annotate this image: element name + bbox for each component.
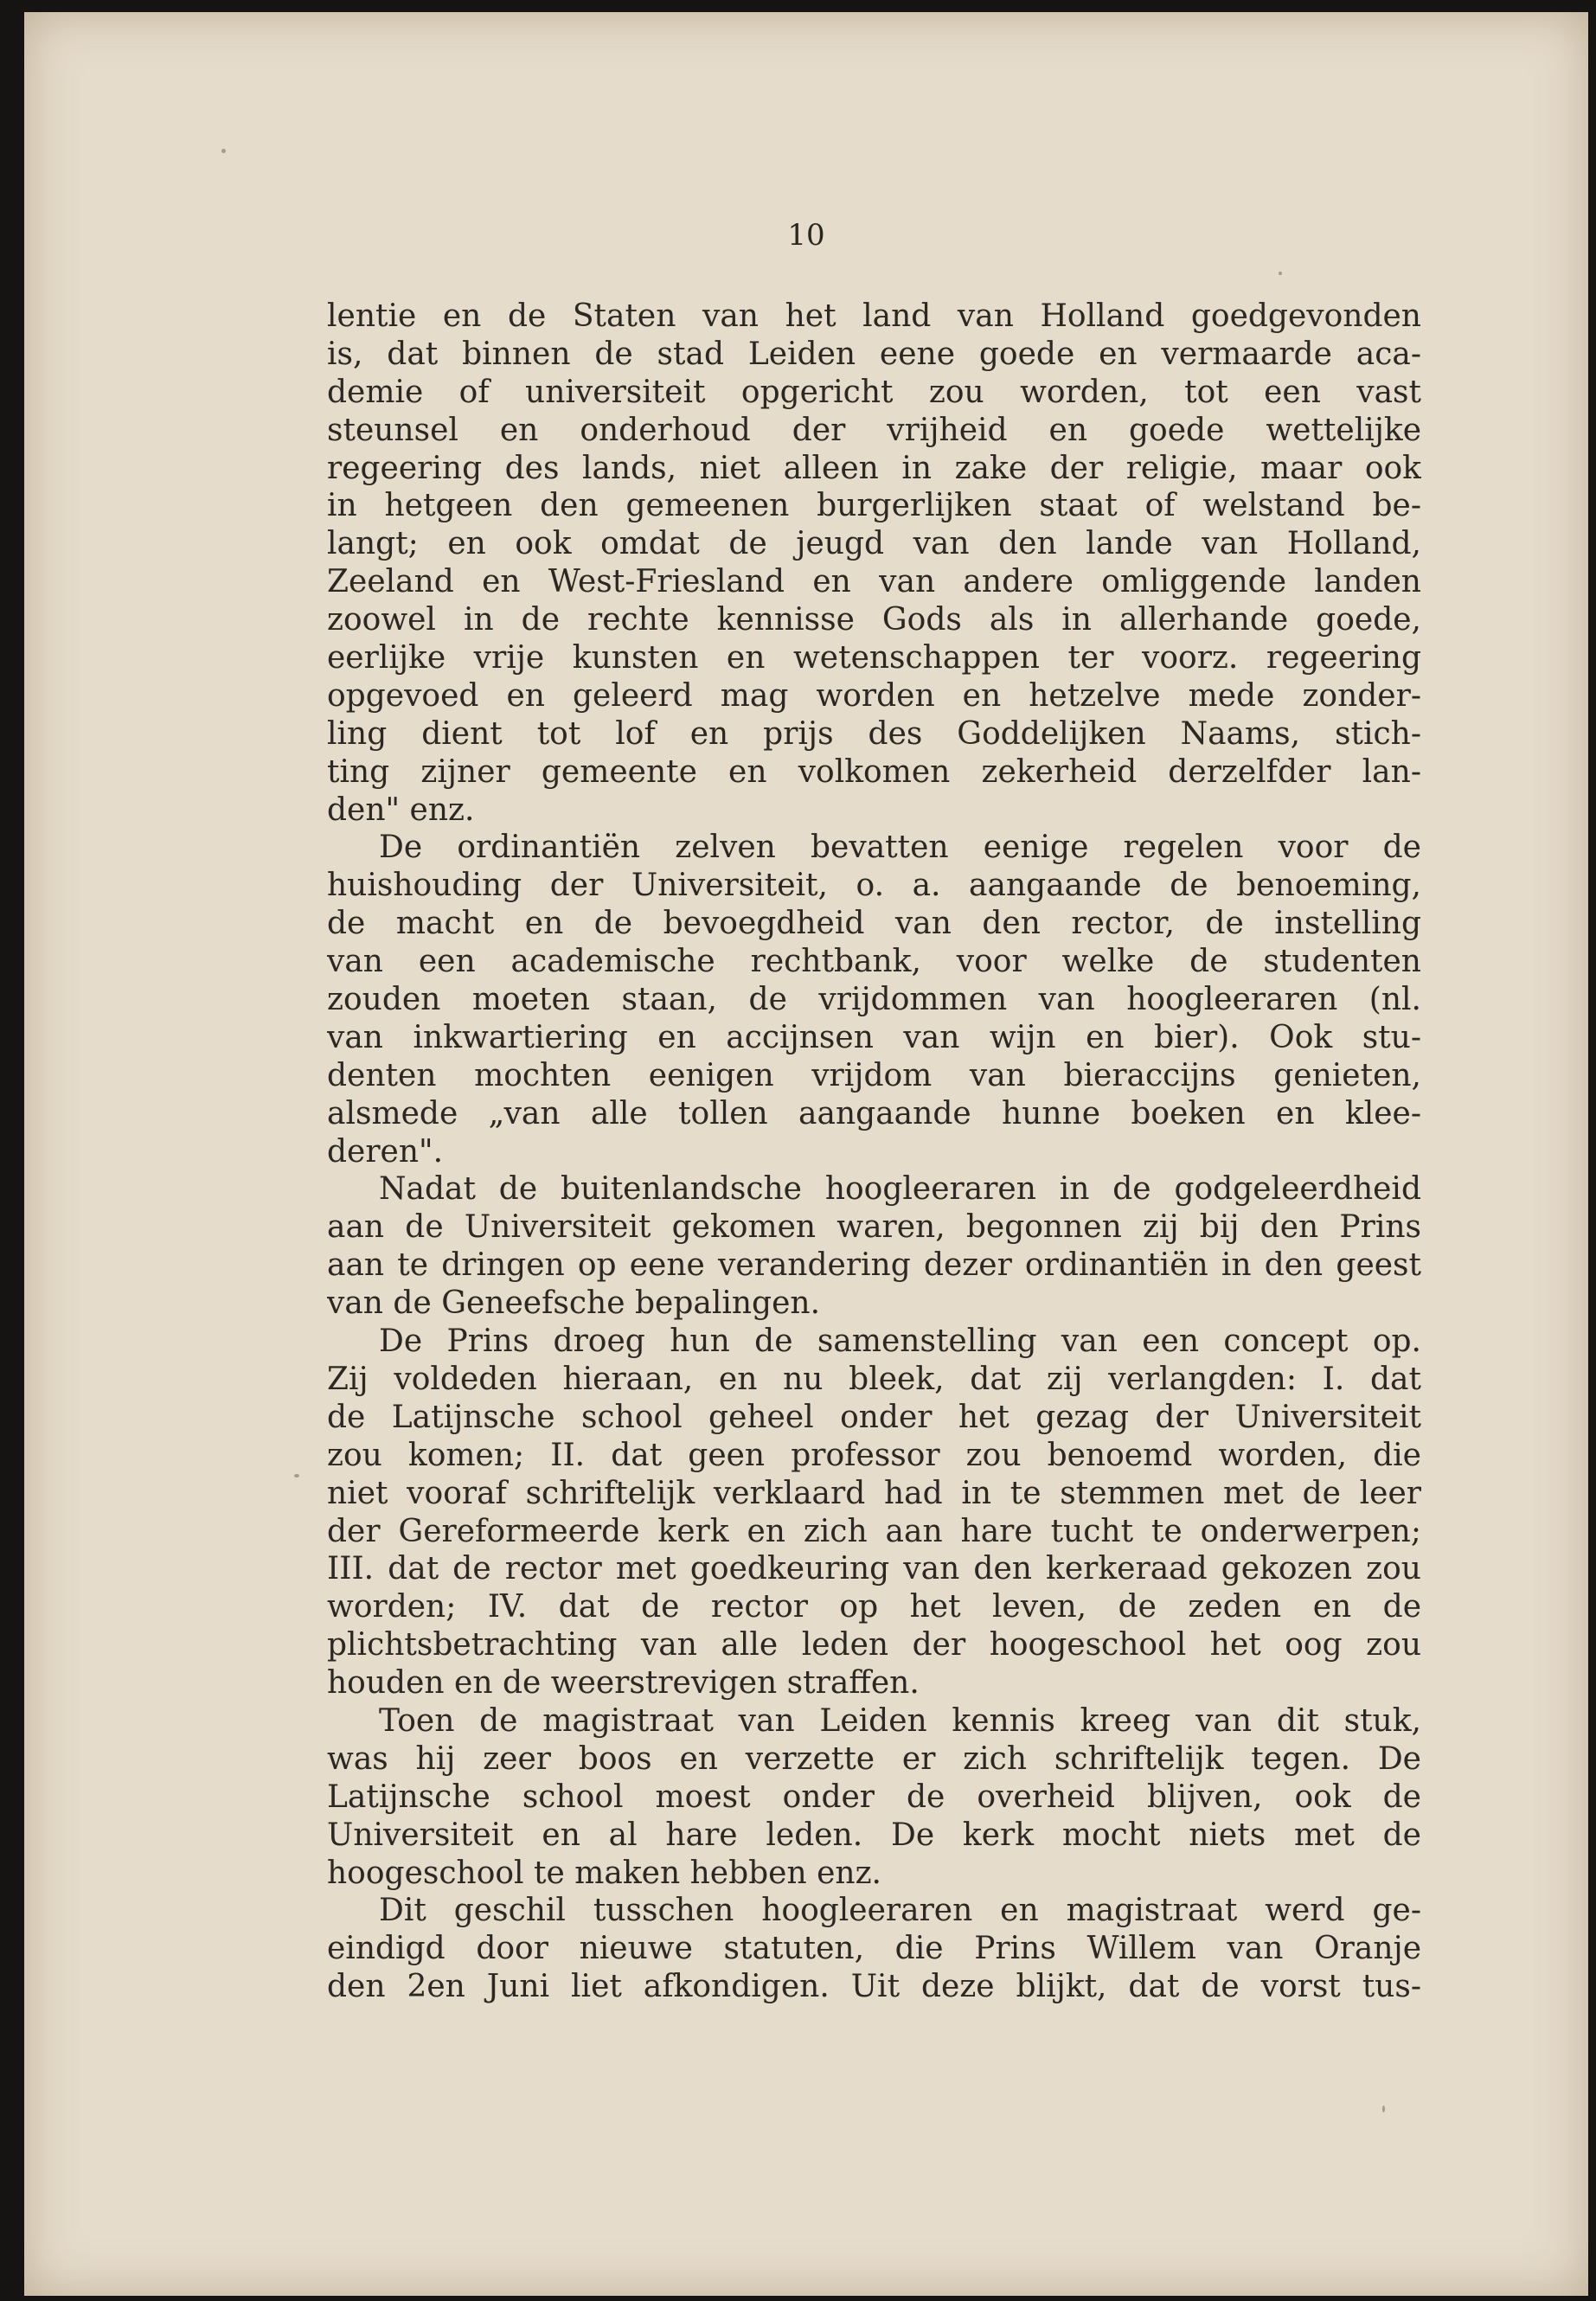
text-line: van een academische rechtbank, voor welke de studenten — [327, 944, 1421, 980]
text-line: was hij zeer boos en verzette er zich schriftelijk tegen. De — [327, 1740, 1421, 1777]
text-line: worden; IV. dat de rector op het leven, de zeden en de — [327, 1589, 1421, 1625]
text-line: Dit geschil tusschen hoogleeraren en magistraat werd ge- — [379, 1893, 1421, 1929]
text-line: eindigd door nieuwe statuten, die Prins Willem van Oranje — [327, 1931, 1421, 1967]
book-page — [24, 12, 1588, 2296]
paper-speck — [1279, 272, 1282, 275]
text-line: denten mochten eenigen vrijdom van bieraccijns genieten, — [327, 1057, 1421, 1093]
text-line: zouden moeten staan, de vrijdommen van hoogleeraren (nl. — [327, 982, 1421, 1018]
text-line: der Gereformeerde kerk en zich aan hare tucht te onderwerpen; — [327, 1513, 1421, 1549]
text-line: niet vooraf schriftelijk verklaard had in te stemmen met de leer — [327, 1475, 1421, 1511]
text-line: den" enz. — [327, 792, 475, 828]
text-line: ling dient tot lof en prijs des Goddelijken Naams, stich- — [327, 715, 1421, 752]
page-number: 10 — [787, 218, 825, 253]
text-line: Zeeland en West-Friesland en van andere omliggende landen — [327, 564, 1421, 600]
text-line: den 2en Juni liet afkondigen. Uit deze blijkt, dat de vorst tus- — [327, 1969, 1421, 2005]
text-line: van inkwartiering en accijnsen van wijn en bier). Ook stu- — [327, 1019, 1421, 1055]
text-line: is, dat binnen de stad Leiden eene goede en vermaarde aca- — [327, 336, 1421, 372]
text-line: alsmede „van alle tollen aangaande hunne boeken en klee- — [327, 1095, 1421, 1131]
text-line: De ordinantiën zelven bevatten eenige regelen voor de — [379, 830, 1421, 866]
text-line: regeering des lands, niet alleen in zake der religie, maar ook — [327, 450, 1421, 486]
text-line: houden en de weerstrevigen straffen. — [327, 1665, 920, 1702]
text-line: lentie en de Staten van het land van Holland goedgevonden — [327, 298, 1421, 334]
text-line: Zij voldeden hieraan, en nu bleek, dat zij verlangden: I. dat — [327, 1361, 1421, 1397]
text-line: Universiteit en al hare leden. De kerk mocht niets met de — [327, 1817, 1421, 1853]
text-line: zoowel in de rechte kennisse Gods als in allerhande goede, — [327, 602, 1421, 638]
text-line: Latijnsche school moest onder de overheid blijven, ook de — [327, 1779, 1421, 1815]
text-line: langt; en ook omdat de jeugd van den lande van Holland, — [327, 526, 1421, 562]
text-line: De Prins droeg hun de samenstelling van een concept op. — [379, 1324, 1421, 1360]
text-line: de Latijnsche school geheel onder het gezag der Universiteit — [327, 1399, 1421, 1435]
text-line: de macht en de bevoegdheid van den rector, de instelling — [327, 906, 1421, 942]
text-line: hoogeschool te maken hebben enz. — [327, 1855, 881, 1891]
text-line: deren". — [327, 1133, 444, 1170]
text-line: in hetgeen den gemeenen burgerlijken staat of welstand be- — [327, 488, 1421, 524]
text-line: aan te dringen op eene verandering dezer ordinantiën in den geest — [327, 1247, 1421, 1284]
text-line: Toen de magistraat van Leiden kennis kreeg van dit stuk, — [379, 1702, 1421, 1739]
text-line: Nadat de buitenlandsche hoogleeraren in de godgeleerdheid — [379, 1171, 1421, 1208]
text-line: III. dat de rector met goedkeuring van den kerkeraad gekozen zou — [327, 1551, 1421, 1587]
text-line: eerlijke vrije kunsten en wetenschappen ter voorz. regeering — [327, 640, 1421, 676]
text-line: demie of universiteit opgericht zou worden, tot een vast — [327, 374, 1421, 410]
paper-speck — [221, 149, 226, 153]
text-line: zou komen; II. dat geen professor zou benoemd worden, die — [327, 1437, 1421, 1473]
text-line: van de Geneefsche bepalingen. — [327, 1285, 821, 1322]
paper-speck — [294, 1474, 299, 1477]
text-line: steunsel en onderhoud der vrijheid en goede wettelijke — [327, 412, 1421, 448]
text-line: huishouding der Universiteit, o. a. aangaande de benoeming, — [327, 868, 1421, 904]
text-line: opgevoed en geleerd mag worden en hetzelve mede zonder- — [327, 677, 1421, 714]
text-line: plichtsbetrachting van alle leden der hoogeschool het oog zou — [327, 1627, 1421, 1663]
text-line: aan de Universiteit gekomen waren, begonnen zij bij den Prins — [327, 1209, 1421, 1246]
body-text — [327, 298, 1421, 2006]
text-line: ting zijner gemeente en volkomen zekerheid derzelfder lan- — [327, 753, 1421, 790]
paper-speck — [1382, 2106, 1385, 2112]
